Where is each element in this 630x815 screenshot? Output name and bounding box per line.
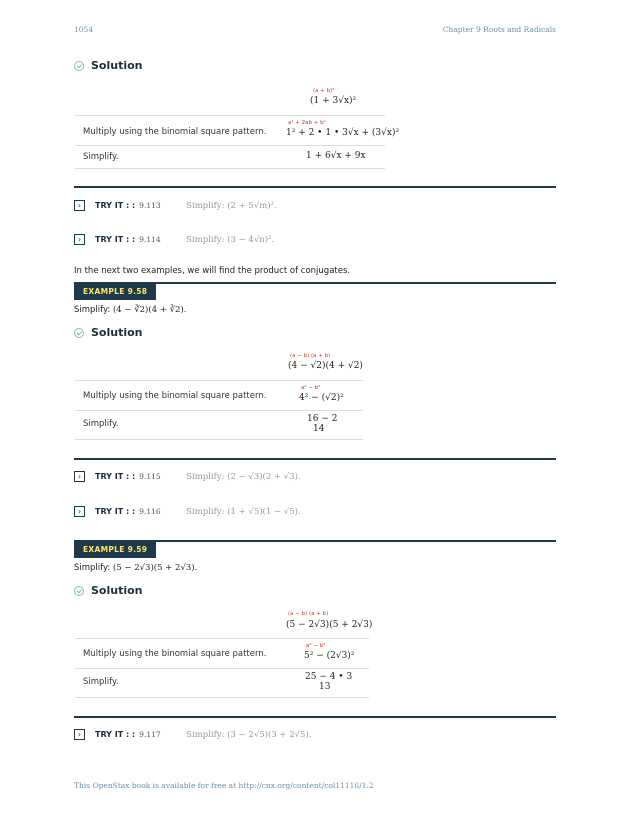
chapter-title: Chapter 9 Roots and Radicals [442, 25, 556, 34]
solution-expression: (5 − 2√3)(5 + 2√3) [286, 620, 373, 630]
solution-step-row [75, 115, 400, 146]
try-it-problem: Simplify: (2 − √3)(2 + √3). [186, 471, 301, 482]
solution-step-row [75, 668, 369, 698]
checkmark-icon [74, 586, 84, 596]
try-it-problem: Simplify: (3 − 4√n)². [186, 234, 275, 245]
footer-link-text[interactable]: This OpenStax book is available for free at http://cnx.org/content/col11116/1.2 [74, 781, 374, 790]
try-it-label: TRY IT : : [95, 507, 136, 516]
try-it-label: TRY IT : : [95, 201, 136, 210]
solution-expression: (4 − √2)(4 + √2) [288, 361, 363, 371]
page-number: 1054 [74, 25, 94, 34]
problem-math: (4 − ∛2)(4 + ∛2). [112, 305, 187, 315]
section-divider [74, 458, 556, 460]
try-it-problem: Simplify: (3 − 2√5)(3 + 2√5). [186, 729, 312, 740]
step-expression-line1: 25 − 4 • 3 [305, 672, 353, 682]
solution-step-row [75, 380, 363, 411]
try-it-label: TRY IT : : [95, 730, 136, 739]
expand-chevron-icon[interactable]: › [74, 729, 85, 740]
expand-chevron-icon[interactable]: › [74, 471, 85, 482]
try-it-number: 9.117 [139, 730, 161, 739]
step-expression: 4² − (√2)² [299, 393, 344, 403]
try-it-row[interactable] [74, 506, 301, 517]
step-label: Multiply using the binomial square pattern. [83, 649, 267, 659]
step-annotation: a² − b² [301, 385, 321, 391]
step-expression: 1 + 6√x + 9x [306, 151, 366, 161]
try-it-row[interactable] [74, 200, 277, 211]
step-label: Simplify. [83, 152, 119, 162]
solution-heading-label: Solution [91, 326, 143, 339]
intro-text: In the next two examples, we will find the product of conjugates. [74, 266, 351, 276]
step-annotation: a² − b² [306, 643, 326, 649]
try-it-number: 9.116 [139, 507, 161, 516]
problem-label: Simplify: [74, 305, 111, 315]
step-expression-line2: 13 [319, 682, 331, 692]
step-label: Simplify. [83, 419, 119, 429]
step-label: Simplify. [83, 677, 119, 687]
solution-step-row [75, 638, 369, 669]
solution-step-row [75, 410, 363, 440]
expand-chevron-icon[interactable]: › [74, 234, 85, 245]
section-divider [74, 716, 556, 718]
solution-heading [74, 326, 143, 339]
step-expression: 1² + 2 • 1 • 3√x + (3√x)² [286, 128, 400, 138]
step-annotation: a² + 2ab + b² [288, 120, 326, 126]
solution-heading [74, 59, 143, 72]
pattern-annotation: (a − b) (a + b) [290, 353, 331, 359]
solution-expression: (1 + 3√x)² [310, 96, 357, 106]
try-it-label: TRY IT : : [95, 472, 136, 481]
solution-step-row [75, 145, 385, 169]
try-it-problem: Simplify: (1 + √5)(1 − √5). [186, 506, 301, 517]
expand-chevron-icon[interactable]: › [74, 506, 85, 517]
checkmark-icon [74, 61, 84, 71]
try-it-number: 9.115 [139, 472, 161, 481]
try-it-label: TRY IT : : [95, 235, 136, 244]
example-tag: EXAMPLE 9.58 [74, 284, 156, 300]
try-it-number: 9.114 [139, 235, 161, 244]
pattern-annotation: (a − b) (a + b) [288, 611, 329, 617]
solution-heading [74, 584, 143, 597]
expand-chevron-icon[interactable]: › [74, 200, 85, 211]
example-bar [74, 282, 556, 300]
checkmark-icon [74, 328, 84, 338]
step-label: Multiply using the binomial square pattern. [83, 391, 267, 401]
try-it-problem: Simplify: (2 + 5√m)². [186, 200, 277, 211]
try-it-row[interactable] [74, 234, 274, 245]
section-divider [74, 186, 556, 188]
problem-math: (5 − 2√3)(5 + 2√3). [112, 563, 198, 573]
pattern-annotation: (a + b)² [313, 88, 335, 94]
step-expression-line1: 16 − 2 [307, 414, 338, 424]
step-expression-line2: 14 [313, 424, 325, 434]
try-it-number: 9.113 [139, 201, 161, 210]
try-it-row[interactable] [74, 729, 311, 740]
problem-label: Simplify: [74, 563, 111, 573]
example-problem [74, 305, 186, 315]
example-bar [74, 540, 556, 558]
try-it-row[interactable] [74, 471, 301, 482]
solution-heading-label: Solution [91, 584, 143, 597]
step-label: Multiply using the binomial square pattern. [83, 127, 267, 137]
example-tag: EXAMPLE 9.59 [74, 542, 156, 558]
step-expression: 5² − (2√3)² [304, 651, 355, 661]
example-problem [74, 563, 197, 573]
solution-heading-label: Solution [91, 59, 143, 72]
